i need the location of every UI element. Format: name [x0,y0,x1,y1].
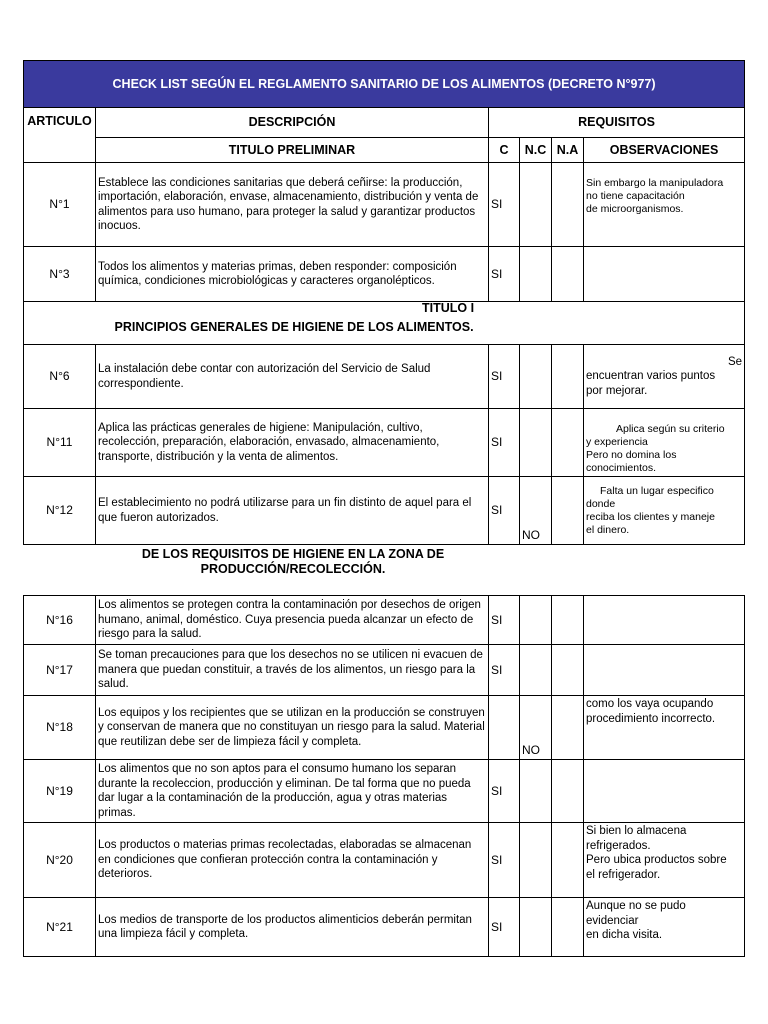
nc-mark [520,345,552,409]
observation-line: donde [586,497,616,510]
observation [584,898,745,957]
section-title [93,547,493,577]
nc-mark [520,645,552,696]
observation-line: Aplica según su criterio [616,423,725,435]
checklist-table-top [23,60,745,545]
section-heading-production [23,545,744,595]
titulo-i-label: TITULO I [421,301,475,315]
observation [584,696,745,760]
observation [584,345,745,409]
observation-line: reciba los clientes y maneje [586,510,715,523]
observation-line: evidenciar [586,914,639,927]
article-number: N°6 [24,345,96,409]
c-mark: SI [489,345,520,409]
header-descripcion: DESCRIPCIÓN [96,108,489,138]
article-description: La instalación debe contar con autorización del Servicio de Salud correspondiente. [96,345,489,409]
observation-line: de microorganismos. [586,203,684,215]
observation-line: Sin embargo la manipuladora [586,177,724,189]
c-mark: SI [489,823,520,898]
observation-line: Se [727,355,743,368]
article-number: N°21 [24,898,96,957]
table-row [24,645,745,696]
article-description: Aplica las prácticas generales de higiene: Manipulación, cultivo, recolección, preparación, elaboración, envasado, almacenamiento, transporte, distribución y la venta de alimentos. [96,409,489,477]
article-number: N°12 [24,477,96,545]
section-title: PRINCIPIOS GENERALES DE HIGIENE DE LOS ALIMENTOS. [114,319,474,334]
article-description: Todos los alimentos y materias primas, deben responder: composición química, condiciones microbiológicas y caracteres organolépticos. [96,247,489,302]
c-mark: SI [489,898,520,957]
header-requisitos: REQUISITOS [489,108,745,138]
na-mark [552,409,584,477]
section-heading [24,302,745,345]
article-description: Los alimentos se protegen contra la contaminación por desechos de origen humano, animal, doméstico. Cuya presencia pueda alcanzar un efecto de riesgo para la salud. [96,596,489,645]
section-title-line: PRODUCCIÓN/RECOLECCIÓN. [200,562,386,576]
observation-line: Falta un lugar especifico [600,484,714,497]
observation [584,823,745,898]
table-row [24,760,745,823]
header-na: N.A [552,138,584,163]
observation [584,760,745,823]
article-number: N°3 [24,247,96,302]
observation-line: en dicha visita. [586,929,663,941]
table-row [24,247,745,302]
article-description: Los productos o materias primas recolectadas, elaboradas se almacenan en condiciones que confieran protección contra la contaminación y deterioros. [96,823,489,898]
observation [584,163,745,247]
table-row [24,409,745,477]
article-number: N°1 [24,163,96,247]
c-mark: SI [489,645,520,696]
c-mark: SI [489,760,520,823]
observation-line: encuentran varios puntos [586,370,716,383]
header-articulo: ARTICULO [24,108,96,163]
c-mark [489,696,520,760]
observation-line: Pero no domina los [586,449,677,461]
table-row [24,898,745,957]
article-description: Se toman precauciones para que los desechos no se utilicen ni evacuen de manera que puedan constituir, a través de los alimentos, un riesgo para la salud. [96,645,489,696]
c-mark: SI [489,409,520,477]
nc-mark [520,898,552,957]
article-description: Establece las condiciones sanitarias que deberá ceñirse: la producción, importación, elaboración, envase, almacenamiento, distribución y venta de alimentos para uso humano, para proteger la salud y garantizar productos inocuos. [96,163,489,247]
nc-mark: NO [520,477,552,545]
na-mark [552,477,584,545]
observation [584,596,745,645]
section-title-line: DE LOS REQUISITOS DE HIGIENE EN LA ZONA DE [141,547,445,561]
article-number: N°20 [24,823,96,898]
na-mark [552,645,584,696]
nc-mark [520,596,552,645]
na-mark [552,345,584,409]
observation-line: el refrigerador. [586,868,661,881]
header-observaciones: OBSERVACIONES [584,138,745,163]
c-mark: SI [489,477,520,545]
article-description: Los equipos y los recipientes que se utilizan en la producción se construyen y conservan de manera que no constituyan un riesgo para la salud. Material que reutilizan debe ser de limpieza fácil y completa. [96,696,489,760]
article-description: Los alimentos que no son aptos para el consumo humano los separan durante la recoleccion, producción y eliminan. De tal forma que no pueda dar lugar a la contaminación de la producción, agua y otras materias primas. [96,760,489,823]
table-row [24,163,745,247]
na-mark [552,163,584,247]
nc-mark [520,163,552,247]
observation [584,477,745,545]
table-row [24,477,745,545]
table-row [24,696,745,760]
c-mark: SI [489,247,520,302]
na-mark [552,696,584,760]
na-mark [552,898,584,957]
article-number: N°18 [24,696,96,760]
article-number: N°19 [24,760,96,823]
nc-mark [520,247,552,302]
observation-line: el dinero. [586,523,630,536]
nc-mark [520,823,552,898]
titulo-preliminar: TITULO PRELIMINAR [96,138,489,163]
checklist-table-bottom [23,595,745,957]
article-number: N°17 [24,645,96,696]
observation-line: y experiencia [586,436,648,448]
observation-line: Aunque no se pudo [586,900,686,912]
na-mark [552,596,584,645]
observation [584,409,745,477]
nc-mark [520,409,552,477]
header-nc: N.C [520,138,552,163]
na-mark [552,760,584,823]
c-mark: SI [489,163,520,247]
observation-line: procedimiento incorrecto. [586,712,716,725]
observation-line: por mejorar. [586,384,648,397]
observation-line: como los vaya ocupando [586,698,714,710]
c-mark: SI [489,596,520,645]
table-row [24,345,745,409]
na-mark [552,823,584,898]
observation-line: conocimientos. [586,462,657,474]
table-row [24,823,745,898]
header-c: C [489,138,520,163]
table-row [24,596,745,645]
observation-line: Si bien lo almacena [586,825,687,837]
article-number: N°11 [24,409,96,477]
article-number: N°16 [24,596,96,645]
checklist-title-banner: CHECK LIST SEGÚN EL REGLAMENTO SANITARIO DE LOS ALIMENTOS (DECRETO N°977) [24,61,745,108]
observation [584,247,745,302]
na-mark [552,247,584,302]
observation-line: no tiene capacitación [586,190,685,202]
observation [584,645,745,696]
observation-line: Pero ubica productos sobre [586,854,727,866]
nc-mark [520,760,552,823]
checklist-sheet [23,60,744,957]
observation-line: refrigerados. [586,839,651,852]
article-description: Los medios de transporte de los productos alimenticios deberán permitan una limpieza fácil y completa. [96,898,489,957]
nc-mark: NO [520,696,552,760]
article-description: El establecimiento no podrá utilizarse para un fin distinto de aquel para el que fueron autorizados. [96,477,489,545]
